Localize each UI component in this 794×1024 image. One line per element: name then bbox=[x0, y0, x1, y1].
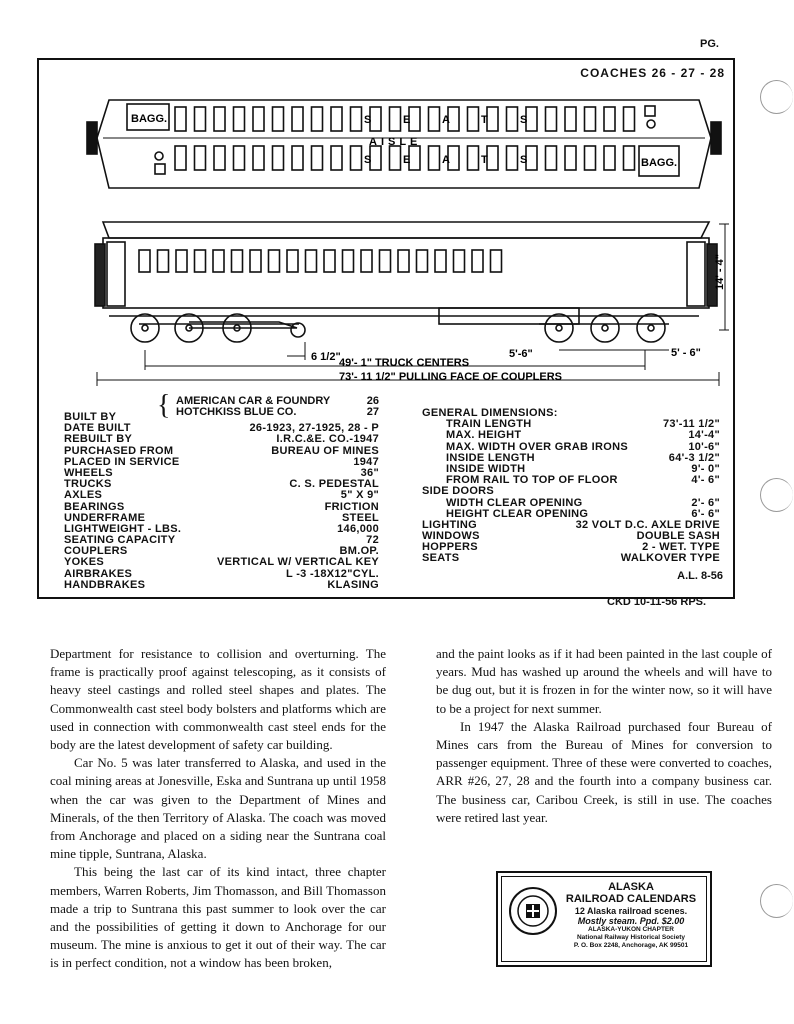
bagg-label-top: BAGG. bbox=[131, 113, 168, 125]
spec-value: 32 VOLT D.C. AXLE DRIVE bbox=[575, 518, 720, 531]
wheel bbox=[556, 325, 562, 331]
plan-window bbox=[487, 146, 498, 170]
side-window bbox=[435, 250, 446, 272]
plan-window bbox=[604, 107, 615, 131]
article-paragraph: and the paint looks as if it had been painted in the last couple of years. Mud has washed up around the wheels and will have to be dug out, but it is frozen in for the winter now, so it will have to be a project for next summer. bbox=[436, 646, 772, 716]
plan-window bbox=[370, 107, 381, 131]
checked-note: CKD 10-11-56 RPS. bbox=[607, 596, 707, 608]
coach-drawing bbox=[39, 60, 733, 400]
spec-label: UNDERFRAME bbox=[64, 511, 146, 524]
plan-window bbox=[273, 146, 284, 170]
article-column-left bbox=[50, 645, 386, 973]
spec-label: BUILT BY bbox=[64, 411, 117, 423]
article-paragraph: Car No. 5 was later transferred to Alaska, and used in the coal mining areas at Jonesville, Eska and Suntrana up until 1958 when the car was given to the Department of Mines and Minerals, of the then Territory of Alaska. The coach was moved from Anchorage and placed on a siding near the Suntrana coal mine tipple, Suntrana, Alaska. bbox=[50, 755, 386, 862]
plan-window bbox=[624, 146, 635, 170]
specs-right bbox=[422, 408, 720, 565]
plan-window bbox=[429, 146, 440, 170]
article-paragraph: Department for resistance to collision and overturning. The frame is practically proof against telescoping, as it consists of heavy steel castings and rolled steel shapes and plates. The Commonwealth cast steel body bolsters and platforms which are used in connection with commonwealth cast steel ends for the body are the latest development of safety car building. bbox=[50, 646, 386, 753]
spec-label: INSIDE LENGTH bbox=[446, 451, 535, 464]
plan-window bbox=[409, 107, 420, 131]
wheel bbox=[131, 314, 159, 342]
spec-row bbox=[64, 490, 379, 501]
plan-window bbox=[331, 107, 342, 131]
plan-window bbox=[507, 146, 518, 170]
spec-value: 14'-4" bbox=[688, 429, 720, 442]
height-dimension: 14' - 4" bbox=[714, 254, 726, 290]
plan-window bbox=[487, 107, 498, 131]
spec-row bbox=[64, 479, 379, 490]
spec-value: FRICTION bbox=[324, 500, 379, 513]
seat-letters-top bbox=[364, 114, 527, 126]
drawing-title: COACHES 26 - 27 - 28 bbox=[580, 66, 725, 80]
spec-label: YOKES bbox=[64, 556, 105, 569]
plan-window bbox=[585, 146, 596, 170]
spec-label: SEATS bbox=[422, 552, 460, 565]
ad-line4: Mostly steam. Ppd. $2.00 bbox=[577, 916, 685, 926]
spec-value: 10'-6" bbox=[688, 440, 720, 453]
side-window bbox=[269, 250, 280, 272]
page-label: PG. bbox=[700, 38, 719, 50]
drawing-ref: A.L. 8-56 bbox=[677, 570, 723, 582]
spec-row bbox=[64, 502, 379, 513]
seat-letter: S bbox=[364, 114, 372, 126]
side-window bbox=[343, 250, 354, 272]
plan-window bbox=[253, 107, 264, 131]
plan-window bbox=[468, 146, 479, 170]
spec-label: HOPPERS bbox=[422, 541, 478, 554]
builder-car: 27 bbox=[366, 406, 379, 418]
plan-window bbox=[468, 107, 479, 131]
spec-value: 64'-3 1/2" bbox=[668, 451, 720, 464]
plan-window bbox=[312, 107, 323, 131]
plan-window bbox=[253, 146, 264, 170]
plan-window bbox=[409, 146, 420, 170]
spec-value: 36" bbox=[360, 466, 379, 479]
side-window bbox=[176, 250, 187, 272]
plan-window bbox=[546, 146, 557, 170]
seat-letter: S bbox=[520, 154, 528, 166]
spec-label: COUPLERS bbox=[64, 545, 128, 558]
spec-value: BUREAU OF MINES bbox=[271, 444, 379, 457]
side-window bbox=[380, 250, 391, 272]
wheel bbox=[142, 325, 148, 331]
diagram-sheet bbox=[37, 58, 735, 599]
plan-window bbox=[585, 107, 596, 131]
spec-label: PURCHASED FROM bbox=[64, 444, 174, 457]
dim-five-six-right: 5' - 6" bbox=[671, 347, 701, 359]
dim-truck-centers: 49'- 1" TRUCK CENTERS bbox=[339, 357, 470, 369]
plan-window bbox=[565, 146, 576, 170]
calendar-ad bbox=[496, 871, 712, 967]
spec-row bbox=[64, 580, 379, 591]
plan-window bbox=[234, 107, 245, 131]
spec-value: STEEL bbox=[342, 511, 379, 524]
seat-letter: E bbox=[403, 114, 411, 126]
side-window bbox=[232, 250, 243, 272]
ad-line7: P. O. Box 2248, Anchorage, AK 99501 bbox=[573, 942, 689, 949]
bagg-label-bottom: BAGG. bbox=[641, 157, 678, 169]
spec-label: HANDBRAKES bbox=[64, 578, 146, 591]
plan-window bbox=[604, 146, 615, 170]
spec-value: 26-1923, 27-1925, 28 - P bbox=[249, 422, 379, 435]
spec-value: VERTICAL W/ VERTICAL KEY bbox=[216, 556, 379, 569]
plan-window bbox=[175, 107, 186, 131]
spec-label: WIDTH CLEAR OPENING bbox=[446, 496, 583, 509]
spec-row bbox=[64, 434, 379, 445]
specs-left bbox=[64, 412, 379, 591]
spec-value: I.R.C.&E. CO.-1947 bbox=[276, 433, 379, 446]
wheel bbox=[602, 325, 608, 331]
seat-letter: S bbox=[520, 114, 528, 126]
seat-letter: A bbox=[442, 114, 450, 126]
dim-pulling-face: 73'- 11 1/2" PULLING FACE OF COUPLERS bbox=[339, 371, 562, 383]
wheel bbox=[648, 325, 654, 331]
ad-line6: National Railway Historical Society bbox=[576, 934, 685, 941]
side-window bbox=[139, 250, 150, 272]
spec-value: 6'- 6" bbox=[691, 507, 720, 520]
spec-value: 72 bbox=[366, 534, 379, 547]
side-window bbox=[491, 250, 502, 272]
spec-label: PLACED IN SERVICE bbox=[64, 455, 180, 468]
spec-label: MAX. HEIGHT bbox=[446, 429, 522, 442]
spec-value: L -3 -18X12"CYL. bbox=[286, 567, 379, 580]
plan-window bbox=[292, 146, 303, 170]
dim-six-half: 6 1/2" bbox=[311, 351, 341, 363]
side-window bbox=[417, 250, 428, 272]
plan-window bbox=[175, 146, 186, 170]
seat-letter: T bbox=[481, 154, 488, 166]
punch-hole bbox=[760, 478, 793, 512]
spec-label: WHEELS bbox=[64, 466, 113, 479]
chapter-seal-icon bbox=[508, 886, 558, 936]
wheel bbox=[637, 314, 665, 342]
side-window bbox=[472, 250, 483, 272]
plan-window bbox=[351, 146, 362, 170]
side-windows bbox=[139, 250, 502, 272]
plan-window bbox=[273, 107, 284, 131]
spec-label: AXLES bbox=[64, 489, 103, 502]
spec-value: 5" X 9" bbox=[340, 489, 379, 502]
seat-letter: E bbox=[403, 154, 411, 166]
spec-label: LIGHTWEIGHT - LBS. bbox=[64, 522, 182, 535]
plan-window bbox=[214, 107, 225, 131]
spec-label: TRUCKS bbox=[64, 478, 112, 491]
side-window bbox=[195, 250, 206, 272]
builder-name: HOTCHKISS BLUE CO. bbox=[176, 406, 297, 418]
spec-row bbox=[422, 430, 720, 441]
plan-window bbox=[390, 107, 401, 131]
spec-label: MAX. WIDTH OVER GRAB IRONS bbox=[446, 440, 628, 453]
aisle-label: AISLE bbox=[369, 136, 422, 148]
spec-value: WALKOVER TYPE bbox=[620, 552, 720, 565]
spec-value: 146,000 bbox=[337, 522, 379, 535]
seat-letters-bottom bbox=[364, 154, 527, 166]
side-elevation bbox=[95, 222, 717, 342]
ad-line2: RAILROAD CALENDARS bbox=[565, 893, 697, 905]
spec-value: 2'- 6" bbox=[691, 496, 720, 509]
spec-row bbox=[422, 486, 720, 497]
plan-window bbox=[526, 107, 537, 131]
ad-line5: ALASKA-YUKON CHAPTER bbox=[588, 926, 674, 933]
spec-value: 73'-11 1/2" bbox=[662, 418, 720, 431]
plan-window bbox=[507, 107, 518, 131]
wheel bbox=[545, 314, 573, 342]
seat-letter: A bbox=[442, 154, 450, 166]
plan-window bbox=[234, 146, 245, 170]
spec-label: FROM RAIL TO TOP OF FLOOR bbox=[446, 474, 618, 487]
spec-label: HEIGHT CLEAR OPENING bbox=[446, 507, 589, 520]
plan-window bbox=[292, 107, 303, 131]
punch-hole bbox=[760, 884, 793, 918]
plan-window bbox=[526, 146, 537, 170]
article-paragraph: In 1947 the Alaska Railroad purchased four Bureau of Mines cars from the Bureau of Mines for conversion to passenger equipment. Three of these were converted to coaches, ARR #26, 27, 28 and the fourth into a company business car. The business car, Caribou Creek, is still in use. The coaches were retired last year. bbox=[436, 718, 772, 825]
spec-value: 1947 bbox=[353, 455, 379, 468]
spec-value: KLASING bbox=[327, 578, 379, 591]
spec-value: 2 - WET. TYPE bbox=[642, 541, 720, 554]
punch-hole bbox=[760, 80, 793, 114]
spec-label: INSIDE WIDTH bbox=[446, 462, 526, 475]
spec-value: DOUBLE SASH bbox=[636, 530, 720, 543]
side-window bbox=[361, 250, 372, 272]
plan-window bbox=[565, 107, 576, 131]
spec-label: LIGHTING bbox=[422, 518, 477, 531]
side-window bbox=[250, 250, 261, 272]
side-window bbox=[454, 250, 465, 272]
spec-row bbox=[422, 553, 720, 564]
spec-value: 4'- 6" bbox=[691, 474, 720, 487]
spec-row bbox=[64, 557, 379, 568]
spec-label: WINDOWS bbox=[422, 530, 480, 543]
side-window bbox=[213, 250, 224, 272]
plan-window bbox=[214, 146, 225, 170]
plan-window bbox=[351, 107, 362, 131]
spec-label: SEATING CAPACITY bbox=[64, 534, 176, 547]
spec-label: GENERAL DIMENSIONS: bbox=[422, 407, 558, 419]
article-column-right bbox=[436, 645, 772, 827]
spec-label: TRAIN LENGTH bbox=[446, 418, 532, 431]
spec-value: 9'- 0" bbox=[691, 462, 720, 475]
seat-letter: T bbox=[481, 114, 488, 126]
plan-window bbox=[624, 107, 635, 131]
plan-window bbox=[390, 146, 401, 170]
side-window bbox=[306, 250, 317, 272]
wheel bbox=[591, 314, 619, 342]
builder-name: AMERICAN CAR & FOUNDRY bbox=[176, 395, 331, 407]
builder-brace: { bbox=[157, 390, 171, 421]
plan-window bbox=[331, 146, 342, 170]
plan-window bbox=[370, 146, 381, 170]
article-paragraph: This being the last car of its kind intact, three chapter members, Warren Roberts, Jim Thomasson, and Bill Thomasson made a trip to Suntrana this past summer to look over the car and the possibilities of getting it down to Anchorage for our museum. The mine is anxious to get it out of their way. The car is in perfect condition, not a window has been broken, bbox=[50, 864, 386, 971]
side-window bbox=[158, 250, 169, 272]
plan-window bbox=[195, 107, 206, 131]
side-window bbox=[398, 250, 409, 272]
spec-label: BEARINGS bbox=[64, 500, 125, 513]
spec-label: AIRBRAKES bbox=[64, 567, 133, 580]
plan-window bbox=[429, 107, 440, 131]
side-window bbox=[287, 250, 298, 272]
brake-wheel bbox=[291, 323, 305, 337]
plan-window bbox=[312, 146, 323, 170]
spec-row bbox=[422, 498, 720, 509]
plan-window bbox=[195, 146, 206, 170]
spec-value: BM.OP. bbox=[339, 545, 379, 558]
spec-value: C. S. PEDESTAL bbox=[289, 478, 379, 491]
spec-label: DATE BUILT bbox=[64, 422, 131, 435]
plan-window bbox=[546, 107, 557, 131]
side-window bbox=[324, 250, 335, 272]
ad-line3: 12 Alaska railroad scenes. bbox=[574, 906, 688, 916]
spec-label: REBUILT BY bbox=[64, 433, 133, 446]
spec-label: SIDE DOORS bbox=[422, 485, 495, 498]
dim-five-six-left: 5'-6" bbox=[509, 348, 533, 360]
seat-letter: S bbox=[364, 154, 372, 166]
ad-line1: ALASKA bbox=[608, 881, 654, 893]
builder-car: 26 bbox=[366, 395, 379, 407]
